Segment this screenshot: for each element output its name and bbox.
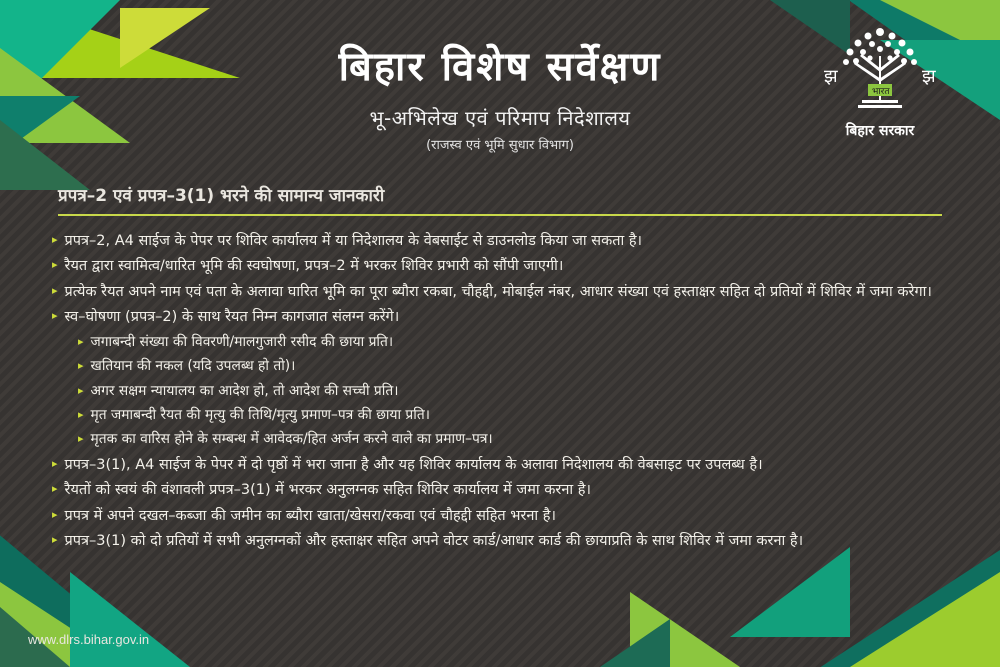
emblem-caption: बिहार सरकार	[845, 123, 915, 139]
sub-list-item	[78, 356, 956, 377]
list-item	[52, 230, 956, 252]
decor-triangle-bottom-left-3	[70, 572, 190, 667]
sub-list	[78, 332, 956, 451]
list-item-row	[52, 306, 956, 328]
bullet-triangle-icon: ▸	[52, 482, 58, 496]
instructions-list	[52, 230, 956, 553]
page-subtitle: भू-अभिलेख एवं परिमाप निदेशालय	[369, 106, 631, 130]
list-item-text: रैयतों को स्वयं की वंशावली प्रपत्र–3(1) में भरकर अनुलग्नक सहित शिविर कार्यालय में जमा करना है।	[64, 482, 591, 499]
bullet-triangle-icon: ▸	[52, 533, 58, 547]
list-item	[52, 255, 956, 277]
svg-text:झ: झ	[922, 66, 936, 87]
page-title: बिहार विशेष सर्वेक्षण	[338, 44, 662, 90]
bullet-triangle-icon: ▸	[52, 283, 58, 297]
sub-list-item-row	[78, 356, 956, 377]
sub-list-item-text: मृत जमाबन्दी रैयत की मृत्यु की तिथि/मृत्यु प्रमाण–पत्र की छाया प्रति।	[90, 407, 430, 423]
list-item-row	[52, 454, 956, 476]
list-item	[52, 505, 956, 527]
list-item-row	[52, 479, 956, 501]
instruction-items	[52, 230, 956, 553]
bullet-triangle-icon: ▸	[78, 408, 84, 421]
list-item-text: प्रपत्र–3(1) को दो प्रतियों में सभी अनुलग्नकों और हस्ताक्षर सहित अपने वोटर कार्ड/आधार कार्ड की छायाप्रति के साथ शिविर में जमा करना है।	[64, 533, 804, 550]
list-item	[52, 479, 956, 501]
svg-text:झ: झ	[824, 66, 838, 87]
sub-list-item	[78, 429, 956, 450]
list-item	[52, 306, 956, 450]
bullet-triangle-icon: ▸	[78, 359, 84, 373]
list-item-row	[52, 281, 956, 303]
sub-list-item	[78, 332, 956, 353]
sub-list-item-text: मृतक का वारिस होने के सम्बन्ध में आवेदक/हित अर्जन करने वाले का प्रमाण–पत्र।	[90, 431, 493, 448]
svg-text:भारत: भारत	[872, 87, 890, 97]
list-item	[52, 530, 956, 552]
list-item-text: स्व–घोषणा (प्रपत्र–2) के साथ रैयत निम्न कागजात संलग्न करेंगे।	[64, 309, 400, 326]
bodhi-tree-emblem-icon	[810, 22, 950, 117]
bullet-triangle-icon: ▸	[52, 309, 58, 323]
list-item	[52, 454, 956, 476]
page-subsubtitle: (राजस्व एवं भूमि सुधार विभाग)	[426, 138, 574, 153]
sub-list-item-text: जगाबन्दी संख्या की विवरणी/मालगुजारी रसीद की छाया प्रति।	[90, 333, 394, 350]
bullet-triangle-icon: ▸	[78, 432, 84, 446]
list-item-text: प्रपत्र–3(1), A4 साईज के पेपर में दो पृष्ठों में भरा जाना है और यह शिविर कार्यालय के अलावा निदेशालय की वेबसाइट पर उपलब्ध है।	[64, 456, 763, 473]
sub-list-item	[78, 405, 956, 426]
sub-list-item-row	[78, 429, 956, 450]
list-item-row	[52, 505, 956, 527]
sub-list-item	[78, 381, 956, 402]
decor-triangle-bottom-right-3	[730, 547, 850, 637]
government-emblem	[805, 22, 955, 140]
list-item-text: प्रपत्र–2, A4 साईज के पेपर पर शिविर कार्यालय में या निदेशालय के वेबसाईट से डाउनलोड किया जा सकता है।	[64, 233, 643, 249]
section-title: प्रपत्र–2 एवं प्रपत्र–3(1) भरने की सामान्य जानकारी	[58, 186, 385, 206]
list-item-row	[52, 230, 956, 252]
bullet-triangle-icon: ▸	[52, 258, 58, 272]
list-item-row	[52, 255, 956, 277]
section-divider	[58, 214, 942, 216]
list-item-text: प्रपत्र में अपने दखल–कब्जा की जमीन का ब्यौरा खाता/खेसरा/रकवा एवं चौहद्दी सहित भरना है।	[64, 507, 556, 524]
list-item-text: रैयत द्वारा स्वामित्व/धारित भूमि की स्वघोषणा, प्रपत्र–2 में भरकर शिविर प्रभारी को सौंपी जाएगी।	[64, 258, 564, 275]
bullet-triangle-icon: ▸	[52, 233, 58, 246]
list-item-row	[52, 530, 956, 552]
decor-triangle-bottom-right-5	[600, 619, 670, 667]
footer-website: www.dlrs.bihar.gov.in	[28, 632, 150, 647]
sub-list-item-row	[78, 405, 956, 426]
list-item-text: प्रत्येक रैयत अपने नाम एवं पता के अलावा घारित भूमि का पूरा ब्यौरा रकबा, चौहद्दी, मोबाईल नंबर, आधार संख्या एवं हस्ताक्षर सहित दो प्रतियों में शिविर में जमा करेगा।	[64, 283, 932, 300]
sub-list-item-text: खतियान की नकल (यदि उपलब्ध हो तो)।	[90, 358, 296, 375]
section-header	[58, 183, 942, 216]
sub-list-item-row	[78, 332, 956, 353]
sub-list-item-row	[78, 381, 956, 402]
sub-list-item-text: अगर सक्षम न्यायालय का आदेश हो, तो आदेश की सच्ची प्रति।	[90, 382, 399, 399]
list-item	[52, 281, 956, 303]
decor-triangle-bottom-right-2	[850, 572, 1000, 667]
bullet-triangle-icon: ▸	[78, 334, 84, 348]
bullet-triangle-icon: ▸	[78, 383, 84, 397]
bullet-triangle-icon: ▸	[52, 456, 58, 470]
bullet-triangle-icon: ▸	[52, 507, 58, 521]
